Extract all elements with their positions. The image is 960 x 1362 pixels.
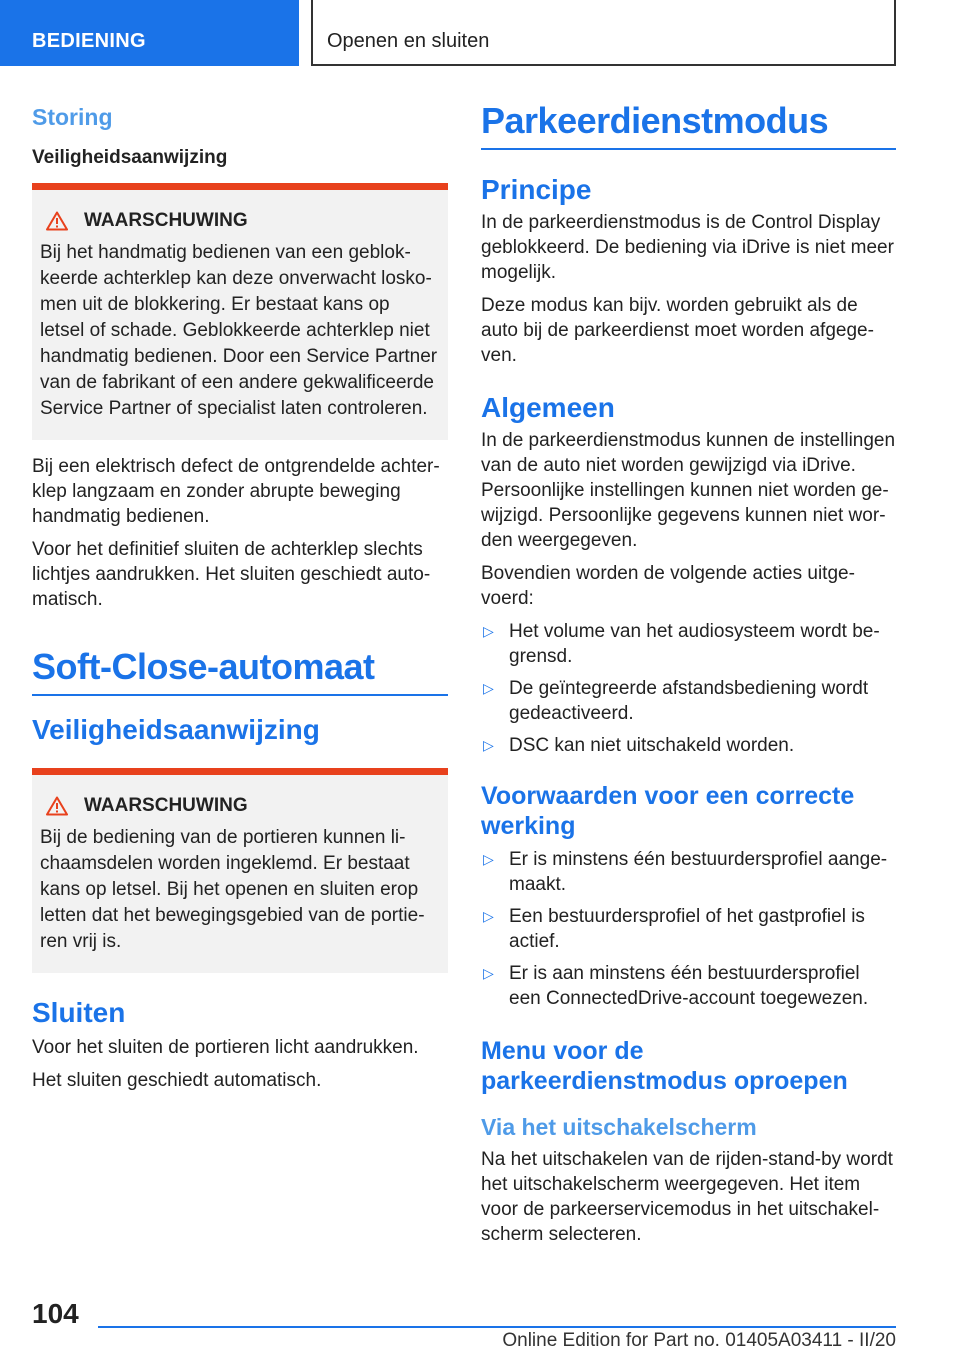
algemeen-heading: Algemeen bbox=[481, 392, 615, 423]
softclose-subheading: Veiligheidsaanwijzing bbox=[32, 714, 320, 745]
storing-subheading: Veiligheidsaanwijzing bbox=[32, 147, 228, 168]
section-label: BEDIENING bbox=[32, 30, 146, 52]
warning-triangle-icon bbox=[46, 211, 68, 231]
bullet-triangle-icon: ▷ bbox=[483, 851, 494, 867]
voorwaarden-heading: Voorwaarden voor een correcte werking bbox=[481, 782, 855, 840]
list-item: ▷ Het volume van het audiosysteem wordt begrensd. bbox=[483, 621, 880, 667]
warning-box-tailgate bbox=[32, 183, 448, 440]
list-item: ▷ DSC kan niet uitschakeld worden. bbox=[483, 735, 795, 756]
list-item: ▷ Een bestuurdersprofiel of het gastprofiel is actief. bbox=[483, 906, 865, 952]
storing-heading: Storing bbox=[32, 104, 113, 130]
paragraph: Na het uitschakelen van de rijden-stand-by wordt het uitschakelscherm weergegeven. Het item voor de parkeerservicemodus in het uitschakelscherm selecteren. bbox=[481, 1149, 893, 1245]
warning-text: Bij de bediening van de portieren kunnen lichaamsdelen worden ingeklemd. Er bestaat kans op letsel. Bij het openen en sluiten erop letten dat het bewegingsgebied van de portieren vrij is. bbox=[40, 827, 425, 952]
chapter-tab bbox=[311, 0, 896, 66]
softclose-heading: Soft-Close-automaat bbox=[32, 646, 448, 696]
footer-divider bbox=[98, 1326, 896, 1328]
section-tab bbox=[0, 0, 299, 66]
bullet-triangle-icon: ▷ bbox=[483, 737, 494, 753]
warning-box-doors bbox=[32, 768, 448, 973]
list-item: ▷ Er is aan minstens één bestuurdersprofiel een ConnectedDrive-account toegewezen. bbox=[483, 963, 869, 1009]
paragraph: Bij een elektrisch defect de ontgrendelde achterklep langzaam en zonder abrupte beweging handmatig bedienen. bbox=[32, 456, 440, 527]
page-number: 104 bbox=[32, 1298, 79, 1329]
actions-list bbox=[481, 619, 896, 758]
list-item: ▷ Er is minstens één bestuurdersprofiel aangemaakt. bbox=[483, 849, 888, 895]
edition-text: Online Edition for Part no. 01405A03411 - II/20 bbox=[502, 1330, 896, 1351]
warning-triangle-icon bbox=[46, 796, 68, 816]
conditions-list bbox=[481, 847, 896, 1011]
menu-heading: Menu voor de parkeerdienstmodus oproepen bbox=[481, 1037, 848, 1095]
bullet-triangle-icon: ▷ bbox=[483, 623, 494, 639]
via-heading: Via het uitschakelscherm bbox=[481, 1114, 757, 1140]
paragraph: Voor het sluiten de portieren licht aandrukken. bbox=[32, 1037, 419, 1058]
list-item: ▷ De geïntegreerde afstandsbediening wordt gedeactiveerd. bbox=[483, 678, 869, 724]
warning-title: WAARSCHUWING bbox=[40, 795, 438, 817]
page-title: Parkeerdienstmodus bbox=[481, 100, 896, 150]
right-column bbox=[481, 100, 896, 1255]
bullet-triangle-icon: ▷ bbox=[483, 908, 494, 924]
paragraph: In de parkeerdienstmodus is de Control Display geblokkeerd. De bediening via iDrive is niet meer mogelijk. bbox=[481, 212, 894, 283]
warning-title: WAARSCHUWING bbox=[40, 210, 438, 232]
sluiten-heading: Sluiten bbox=[32, 997, 126, 1028]
bullet-triangle-icon: ▷ bbox=[483, 965, 494, 981]
left-column bbox=[32, 100, 448, 1101]
principe-heading: Principe bbox=[481, 174, 592, 205]
bullet-triangle-icon: ▷ bbox=[483, 680, 494, 696]
paragraph: Bovendien worden de volgende acties uitgevoerd: bbox=[481, 563, 855, 609]
chapter-label: Openen en sluiten bbox=[327, 30, 490, 52]
paragraph: In de parkeerdienstmodus kunnen de instellingen van de auto niet worden gewijzigd via iDrive. Persoonlijke instellingen kunnen niet worden gewijzigd. Persoonlijke gegevens kunnen niet worden weergegeven. bbox=[481, 430, 896, 551]
paragraph: Voor het definitief sluiten de achterklep slechts lichtjes aandrukken. Het sluiten geschiedt automatisch. bbox=[32, 539, 431, 610]
paragraph: Het sluiten geschiedt automatisch. bbox=[32, 1070, 322, 1091]
warning-text: Bij het handmatig bedienen van een geblokkeerde achterklep kan deze onverwacht loskomen uit de blokkering. Er bestaat kans op letsel of schade. Geblokkeerde achterklep niet handmatig bedienen. Door een Service Partner van de fabrikant of een andere gekwalificeerde Service Partner of specialist laten controleren. bbox=[40, 242, 438, 419]
paragraph: Deze modus kan bijv. worden gebruikt als de auto bij de parkeerdienst moet worden afgegeven. bbox=[481, 295, 874, 366]
